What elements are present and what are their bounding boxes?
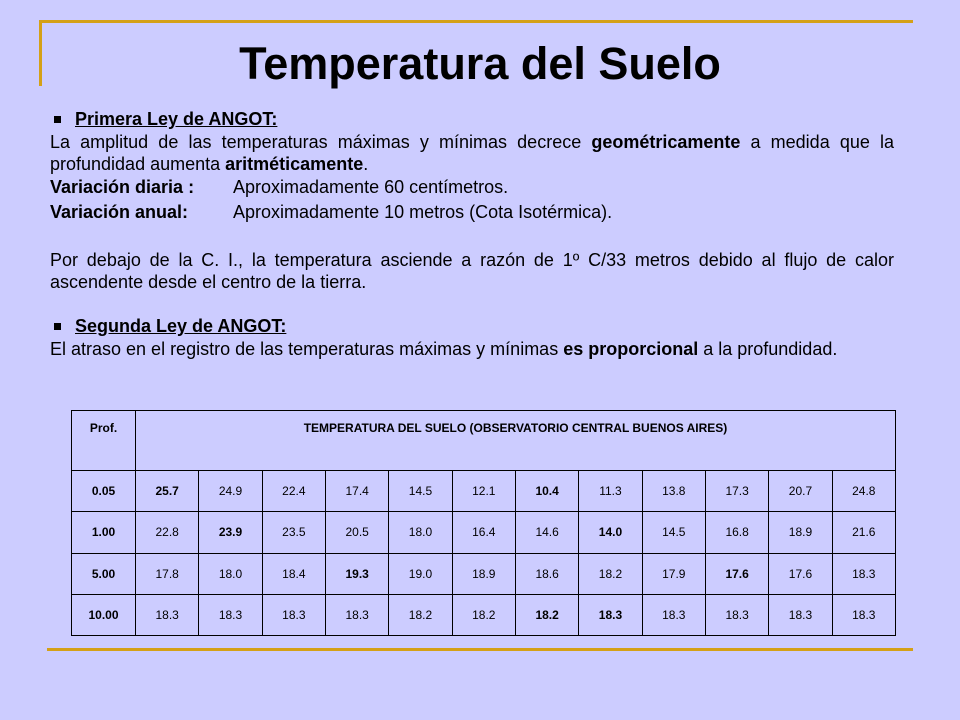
temperature-cell: 18.3 [136, 594, 199, 635]
temperature-cell: 25.7 [136, 471, 199, 512]
soil-temperature-table [71, 410, 896, 636]
law2-sentence [50, 338, 894, 360]
header-prof: Prof. [72, 411, 136, 471]
temperature-cell: 17.9 [642, 553, 705, 594]
sentence-part: El atraso en el registro de las temperaturas máximas y mínimas [50, 339, 564, 359]
header-title: TEMPERATURA DEL SUELO (OBSERVATORIO CENTRAL BUENOS AIRES) [136, 411, 896, 471]
table-row [72, 512, 896, 553]
temperature-cell: 18.0 [199, 553, 262, 594]
temperature-cell: 24.8 [832, 471, 895, 512]
temperature-cell: 18.3 [199, 594, 262, 635]
bullet-square-icon [54, 116, 61, 123]
temperature-cell: 18.9 [452, 553, 515, 594]
temperature-cell: 21.6 [832, 512, 895, 553]
temperature-cell: 18.9 [769, 512, 832, 553]
accent-line-bottom [47, 648, 913, 651]
sentence-part: a la profundidad. [698, 339, 838, 359]
temperature-cell: 17.4 [325, 471, 388, 512]
law1-sentence [50, 131, 894, 175]
annual-variation-label: Variación anual: [50, 202, 189, 222]
depth-cell: 1.00 [72, 512, 136, 553]
daily-variation [50, 175, 894, 200]
table-row [72, 594, 896, 635]
temperature-cell: 16.4 [452, 512, 515, 553]
temperature-cell: 12.1 [452, 471, 515, 512]
temperature-cell: 18.2 [389, 594, 452, 635]
temperature-cell: 16.8 [705, 512, 768, 553]
sentence-part: a medida que la profundidad aumenta [50, 132, 895, 174]
sentence-part: . [363, 154, 369, 174]
annual-variation [50, 200, 894, 225]
temperature-cell: 14.5 [389, 471, 452, 512]
slide-body [50, 107, 894, 360]
temperature-cell: 11.3 [579, 471, 642, 512]
temperature-cell: 14.5 [642, 512, 705, 553]
temperature-cell: 18.3 [579, 594, 642, 635]
law1-heading [50, 107, 894, 131]
isotherm-note: Por debajo de la C. I., la temperatura asciende a razón de 1º C/33 metros debido al flujo de calor ascendente desde el centro de la tierra. [50, 250, 894, 292]
temperature-cell: 24.9 [199, 471, 262, 512]
temperature-cell: 19.3 [325, 553, 388, 594]
temperature-cell: 10.4 [515, 471, 578, 512]
depth-cell: 0.05 [72, 471, 136, 512]
temperature-cell: 18.3 [832, 553, 895, 594]
temperature-cell: 18.6 [515, 553, 578, 594]
table-header-row [72, 411, 896, 471]
temperature-cell: 18.3 [832, 594, 895, 635]
temperature-cell: 13.8 [642, 471, 705, 512]
law1-heading-text: Primera Ley de ANGOT: [75, 109, 278, 129]
sentence-part: geométricamente [591, 132, 741, 152]
temperature-cell: 20.5 [325, 512, 388, 553]
temperature-cell: 18.2 [452, 594, 515, 635]
daily-variation-value: Aproximadamente 60 centímetros. [233, 177, 509, 197]
temperature-cell: 18.3 [642, 594, 705, 635]
temperature-cell: 20.7 [769, 471, 832, 512]
temperature-cell: 17.8 [136, 553, 199, 594]
daily-variation-label: Variación diaria : [50, 177, 195, 197]
temperature-cell: 19.0 [389, 553, 452, 594]
temperature-cell: 14.6 [515, 512, 578, 553]
annual-variation-value: Aproximadamente 10 metros (Cota Isotérmica). [233, 202, 613, 222]
temperature-cell: 17.6 [769, 553, 832, 594]
temperature-cell: 23.5 [262, 512, 325, 553]
temperature-cell: 18.3 [705, 594, 768, 635]
temperature-cell: 22.4 [262, 471, 325, 512]
temperature-cell: 18.3 [325, 594, 388, 635]
table-row [72, 553, 896, 594]
temperature-cell: 18.2 [515, 594, 578, 635]
slide-title: Temperatura del Suelo [239, 38, 721, 89]
sentence-part: aritméticamente [225, 154, 364, 174]
temperature-cell: 23.9 [199, 512, 262, 553]
temperature-cell: 17.6 [705, 553, 768, 594]
table-row [72, 471, 896, 512]
bullet-square-icon [54, 323, 61, 330]
temperature-cell: 18.2 [579, 553, 642, 594]
depth-cell: 10.00 [72, 594, 136, 635]
temperature-cell: 17.3 [705, 471, 768, 512]
temperature-cell: 14.0 [579, 512, 642, 553]
depth-cell: 5.00 [72, 553, 136, 594]
temperature-cell: 18.4 [262, 553, 325, 594]
sentence-part: es proporcional [563, 339, 699, 359]
law2-heading-text: Segunda Ley de ANGOT: [75, 316, 287, 336]
temperature-cell: 18.0 [389, 512, 452, 553]
temperature-cell: 22.8 [136, 512, 199, 553]
law2-heading [50, 314, 894, 338]
temperature-cell: 18.3 [769, 594, 832, 635]
sentence-part: La amplitud de las temperaturas máximas y mínimas decrece [50, 132, 592, 152]
accent-line-top [40, 20, 913, 23]
temperature-cell: 18.3 [262, 594, 325, 635]
